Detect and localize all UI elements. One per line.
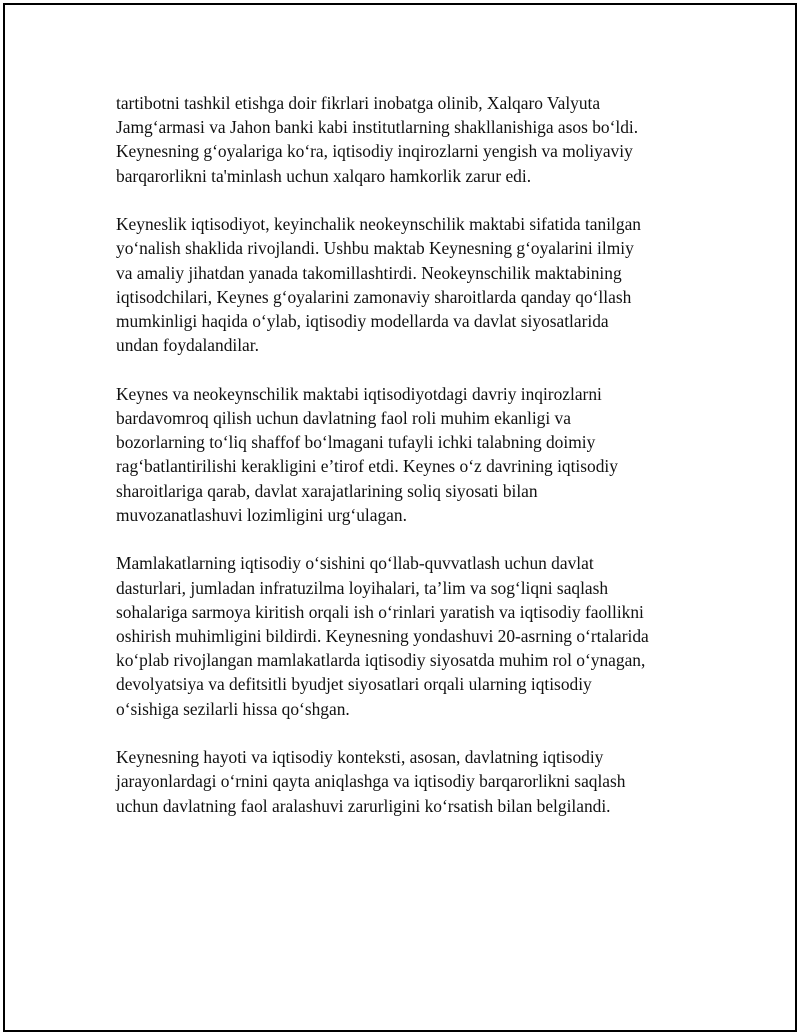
text-line: ko‘plab rivojlangan mamlakatlarda iqtisodiy siyosatda muhim rol o‘ynagan, <box>116 650 646 671</box>
paragraph-3 <box>116 382 676 527</box>
paragraph-5 <box>116 745 676 818</box>
text-line: va amaliy jihatdan yanada takomillashtirdi. Neokeynschilik maktabining <box>116 262 622 283</box>
text-line: muvozanatlashuvi lozimligini urg‘ulagan. <box>116 504 407 525</box>
paragraph-4 <box>116 551 676 720</box>
text-line: mumkinligi haqida o‘ylab, iqtisodiy modellarda va davlat siyosatlarida <box>116 311 609 332</box>
text-line: yo‘nalish shaklida rivojlandi. Ushbu maktab Keynesning g‘oyalarini ilmiy <box>116 238 634 259</box>
text-line: sohalariga sarmoya kiritish orqali ish o‘rinlari yaratish va iqtisodiy faollikni <box>116 601 644 622</box>
text-line: jarayonlardagi o‘rnini qayta aniqlashga va iqtisodiy barqarorlikni saqlash <box>116 771 626 792</box>
text-line: tartibotni tashkil etishga doir fikrlari inobatga olinib, Xalqaro Valyuta <box>116 93 601 113</box>
text-line: Keynes va neokeynschilik maktabi iqtisodiyotdagi davriy inqirozlarni <box>116 383 602 404</box>
paragraph-1 <box>116 91 676 188</box>
text-line: barqarorlikni ta'minlash uchun xalqaro hamkorlik zarur edi. <box>116 165 532 186</box>
text-line: Keynesning hayoti va iqtisodiy konteksti, asosan, davlatning iqtisodiy <box>116 747 604 768</box>
text-line: Keynesning g‘oyalariga ko‘ra, iqtisodiy inqirozlarni yengish va moliyaviy <box>116 141 633 162</box>
text-line: rag‘batlantirilishi kerakligini e’tirof etdi. Keynes o‘z davrining iqtisodiy <box>116 456 618 477</box>
text-line: bardavomroq qilish uchun davlatning faol roli muhim ekanligi va <box>116 408 571 429</box>
text-line: Keyneslik iqtisodiyot, keyinchalik neokeynschilik maktabi sifatida tanilgan <box>116 214 641 235</box>
text-line: sharoitlariga qarab, davlat xarajatlarining soliq siyosati bilan <box>116 480 538 501</box>
text-line: undan foydalandilar. <box>116 335 259 356</box>
text-line: Jamg‘armasi va Jahon banki kabi institutlarning shakllanishiga asos bo‘ldi. <box>116 117 639 138</box>
text-line: o‘sishiga sezilarli hissa qo‘shgan. <box>116 698 350 719</box>
paragraph-2 <box>116 212 676 357</box>
text-line: uchun davlatning faol aralashuvi zarurligini ko‘rsatish bilan belgilandi. <box>116 795 611 816</box>
text-line: Mamlakatlarning iqtisodiy o‘sishini qo‘llab-quvvatlash uchun davlat <box>116 553 594 574</box>
text-line: devolyatsiya va defitsitli byudjet siyosatlari orqali ularning iqtisodiy <box>116 674 592 695</box>
text-line: oshirish muhimligini bildirdi. Keynesning yondashuvi 20-asrning o‘rtalarida <box>116 626 649 647</box>
text-line: bozorlarning to‘liq shaffof bo‘lmagani tufayli ichki talabning doimiy <box>116 432 596 453</box>
text-line: iqtisodchilari, Keynes g‘oyalarini zamonaviy sharoitlarda qanday qo‘llash <box>116 286 632 307</box>
document-body <box>116 91 676 842</box>
text-line: dasturlari, jumladan infratuzilma loyihalari, ta’lim va sog‘liqni saqlash <box>116 577 609 598</box>
